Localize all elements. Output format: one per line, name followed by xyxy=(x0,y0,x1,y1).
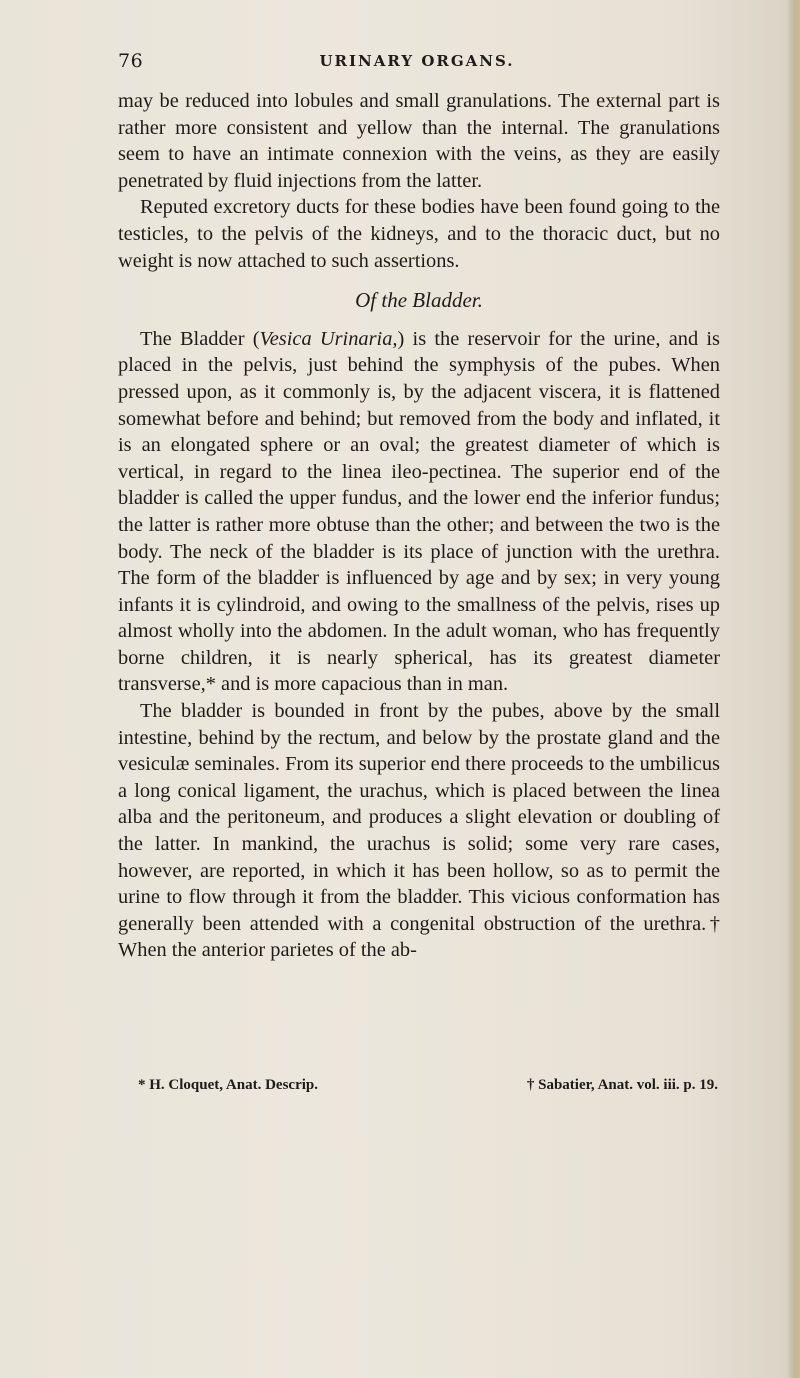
section-heading: Of the Bladder. xyxy=(355,288,483,313)
paragraph-4: The bladder is bounded in front by the pubes, above by the small intestine, behind by the rectum, and below by the prostate gland and the vesiculæ seminales. From its superior end there proceeds to the umbilicus a long conical ligament, the urachus, which is placed between the linea alba and the peritoneum, and produces a slight elevation or doubling of the latter. In mankind, the urachus is solid; some very rare cases, however, are reported, in which it has been hollow, so as to permit the urine to flow through it from the bladder. This vicious conformation has generally been attended with a congenital obstruction of the urethra.† When the anterior parietes of the ab- xyxy=(118,700,720,962)
paragraph-2: Reputed excretory ducts for these bodies have been found going to the testicles, to the pelvis of the kidneys, and to the thoracic duct, but no weight is now attached to such assertions. xyxy=(118,196,720,272)
body-text xyxy=(118,88,720,964)
footnote-1: * H. Cloquet, Anat. Descrip. xyxy=(138,1077,318,1093)
page-number: 76 xyxy=(118,50,144,72)
page-header xyxy=(118,50,716,78)
running-head: URINARY ORGANS. xyxy=(319,52,515,70)
paragraph-3-rest: ) is the reservoir for the urine, and is placed in the pelvis, just behind the symphysis of the pubes. When pressed upon, as it commonly is, by the adjacent viscera, it is flattened somewhat before and behind; but removed from the body and inflated, it is an elongated sphere or an oval; the greatest diameter of which is vertical, in regard to the linea ileo-pectinea. The superior end of the bladder is called the upper fundus, and the lower end the inferior fundus; the latter is rather more obtuse than the other; and between the two is the body. The neck of the bladder is its place of junction with the urethra. The form of the bladder is influenced by age and by sex; in very young infants it is cylindroid, and owing to the smallness of the pelvis, rises up almost wholly into the abdomen. In the adult woman, who has frequently borne children, it is nearly spherical, has its greatest diameter transverse,* and is more capacious than in man. xyxy=(118,327,720,696)
paragraph-3-start: The Bladder ( xyxy=(140,327,260,350)
paragraph-3 xyxy=(118,326,720,698)
page-edge-shadow xyxy=(786,0,800,1378)
footnotes xyxy=(138,1077,718,1094)
latin-term: Vesica Urinaria, xyxy=(259,327,398,350)
paragraph-1: may be reduced into lobules and small granulations. The external part is rather more consistent and yellow than the internal. The granulations seem to have an intimate connexion with the veins, as they are easily penetrated by fluid injections from the latter. xyxy=(118,90,720,192)
footnote-2: † Sabatier, Anat. vol. iii. p. 19. xyxy=(526,1077,718,1093)
